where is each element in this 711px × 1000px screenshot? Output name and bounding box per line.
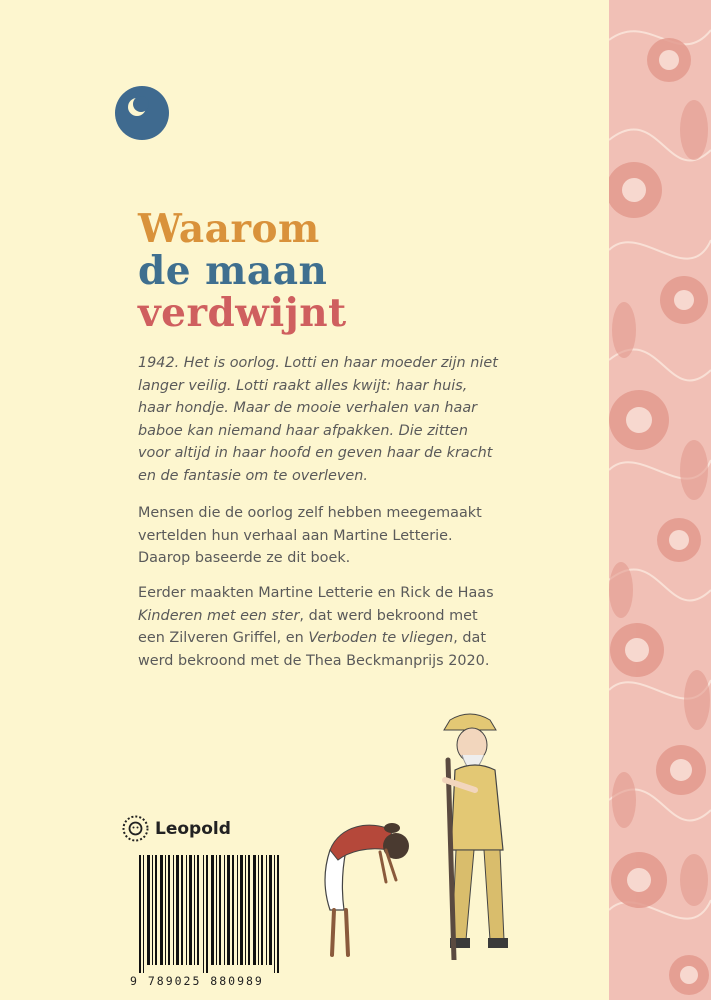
illustration-girl-and-soldier bbox=[300, 700, 560, 960]
moon-icon bbox=[114, 85, 170, 141]
book-title-reference-1: Kinderen met een ster bbox=[138, 607, 300, 624]
title-line-3: verdwijnt bbox=[138, 290, 347, 336]
title-line-2: de maan bbox=[138, 248, 328, 294]
title-line-1: Waarom bbox=[138, 206, 320, 252]
soldier-figure bbox=[444, 714, 508, 960]
bowing-girl-figure bbox=[325, 823, 409, 955]
book-title-reference-2: Verboden te vliegen bbox=[308, 630, 454, 646]
blurb-paragraph-2: Mensen die de oorlog zelf hebben meegemaakt vertelden hun verhaal aan Martine Letterie. Daarop baseerde ze dit boek. bbox=[138, 505, 482, 566]
blurb-paragraph-1: 1942. Het is oorlog. Lotti en haar moeder zijn niet langer veilig. Lotti raakt alles kwijt: haar huis, haar hondje. Maar de mooie verhalen van haar baboe kan niemand haar afpakken. Die zitten voor altijd in haar hoofd en geven haar de kracht en de fantasie om te overleven. bbox=[138, 355, 498, 484]
blurb-p3-part-2: , dat werd bekroond met een Zilveren Griffel, en bbox=[138, 607, 478, 646]
lion-head-icon bbox=[122, 815, 149, 842]
book-title bbox=[138, 208, 347, 334]
barcode-bars bbox=[137, 855, 287, 973]
blurb-p3-part-3: , dat werd bekroond met de Thea Beckmanprijs 2020. bbox=[138, 630, 490, 669]
batik-pattern-strip bbox=[609, 0, 711, 1000]
barcode bbox=[137, 855, 287, 983]
blurb-p3-part-1: Eerder maakten Martine Letterie en Rick de Haas bbox=[138, 585, 494, 601]
blurb-paragraph-3 bbox=[138, 582, 498, 672]
publisher-logo bbox=[122, 815, 231, 842]
isbn-number: 9 789025 880989 bbox=[130, 974, 264, 988]
publisher-name: Leopold bbox=[155, 818, 231, 839]
